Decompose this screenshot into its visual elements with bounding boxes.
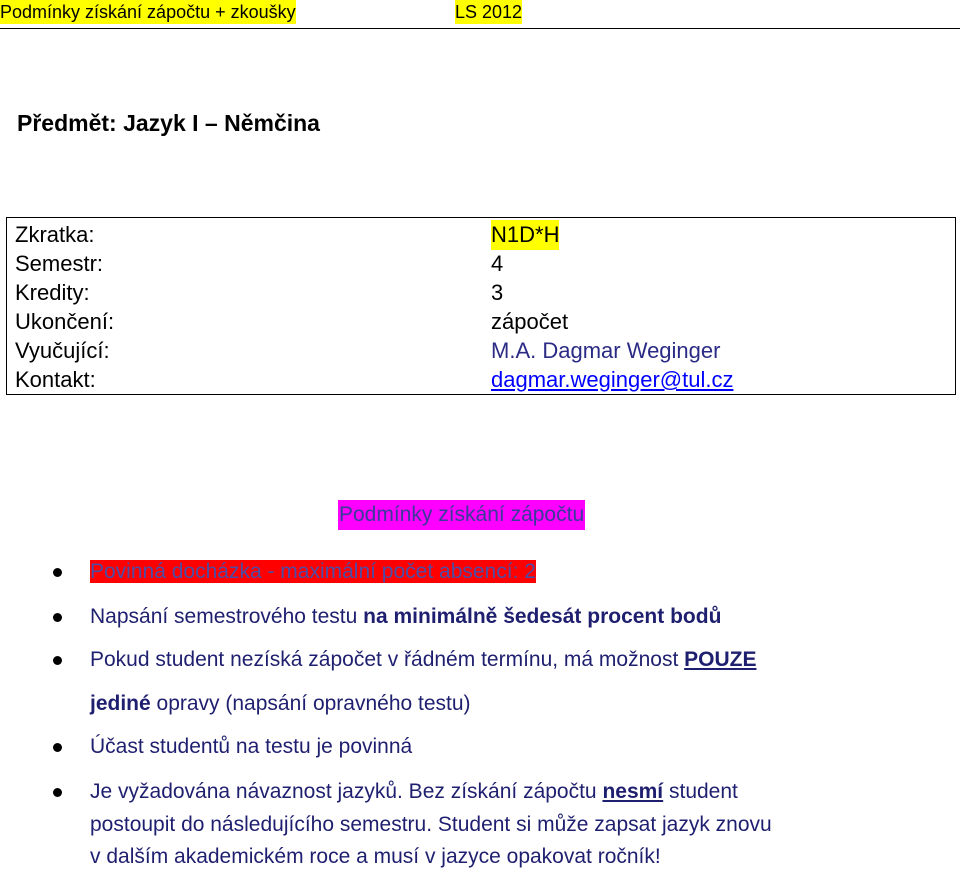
bullet-icon [53,788,62,797]
info-row-abbreviation [7,220,955,250]
bullet-icon [53,568,62,577]
condition-retake-text: Pokud student nezíská zápočet v řádném termínu, má možnost [90,648,685,671]
info-value: M.A. Dagmar Weginger [491,338,721,363]
info-row-contact [7,365,955,395]
info-row-completion [7,307,955,337]
subject-heading: Předmět: Jazyk I – Němčina [17,110,320,136]
info-label: Kredity: [15,280,90,305]
condition-continuity-line2: postoupit do následujícího semestru. Student si může zapsat jazyk znovu [90,813,772,836]
info-label: Zkratka: [15,222,95,247]
condition-continuity-student: student [663,780,738,803]
condition-test-text: Napsání semestrového testu [90,605,364,628]
header-year: LS 2012 [455,2,523,22]
info-row-teacher [7,336,955,366]
condition-retake-single: jediné [90,692,151,715]
bullet-icon [53,743,62,752]
bullet-icon [53,613,62,622]
info-value: 3 [491,280,504,305]
info-label: Semestr: [15,251,104,276]
contact-email-link[interactable]: dagmar.weginger@tul.cz [491,367,734,392]
condition-continuity-line3: v dalším akademickém roce a musí v jazyce opakovat ročník! [90,845,661,868]
page-header [0,0,960,29]
condition-participation: Účast studentů na testu je povinná [90,735,413,758]
bullet-icon [53,656,62,665]
info-label: Kontakt: [15,367,96,392]
info-label: Ukončení: [15,309,115,334]
condition-continuity-text: Je vyžadována návaznost jazyků. Bez získání zápočtu [90,780,603,803]
info-label: Vyučující: [15,338,110,363]
section-title: Podmínky získání zápočtu [338,500,585,530]
condition-retake-rest: opravy (napsání opravného testu) [150,692,471,715]
condition-test-bold: na minimálně šedesát procent bodů [363,605,722,628]
header-title: Podmínky získání zápočtu + zkoušky [0,2,296,22]
info-row-credits [7,278,955,308]
condition-continuity-must-not: nesmí [602,780,664,803]
info-value: N1D*H [491,220,559,250]
info-value: 4 [491,251,504,276]
info-row-semester [7,249,955,279]
course-info-box [6,217,956,395]
condition-retake-only: POUZE [684,648,757,671]
info-value: zápočet [491,309,569,334]
condition-attendance: Povinná docházka - maximální počet absencí: 2 [90,560,536,583]
